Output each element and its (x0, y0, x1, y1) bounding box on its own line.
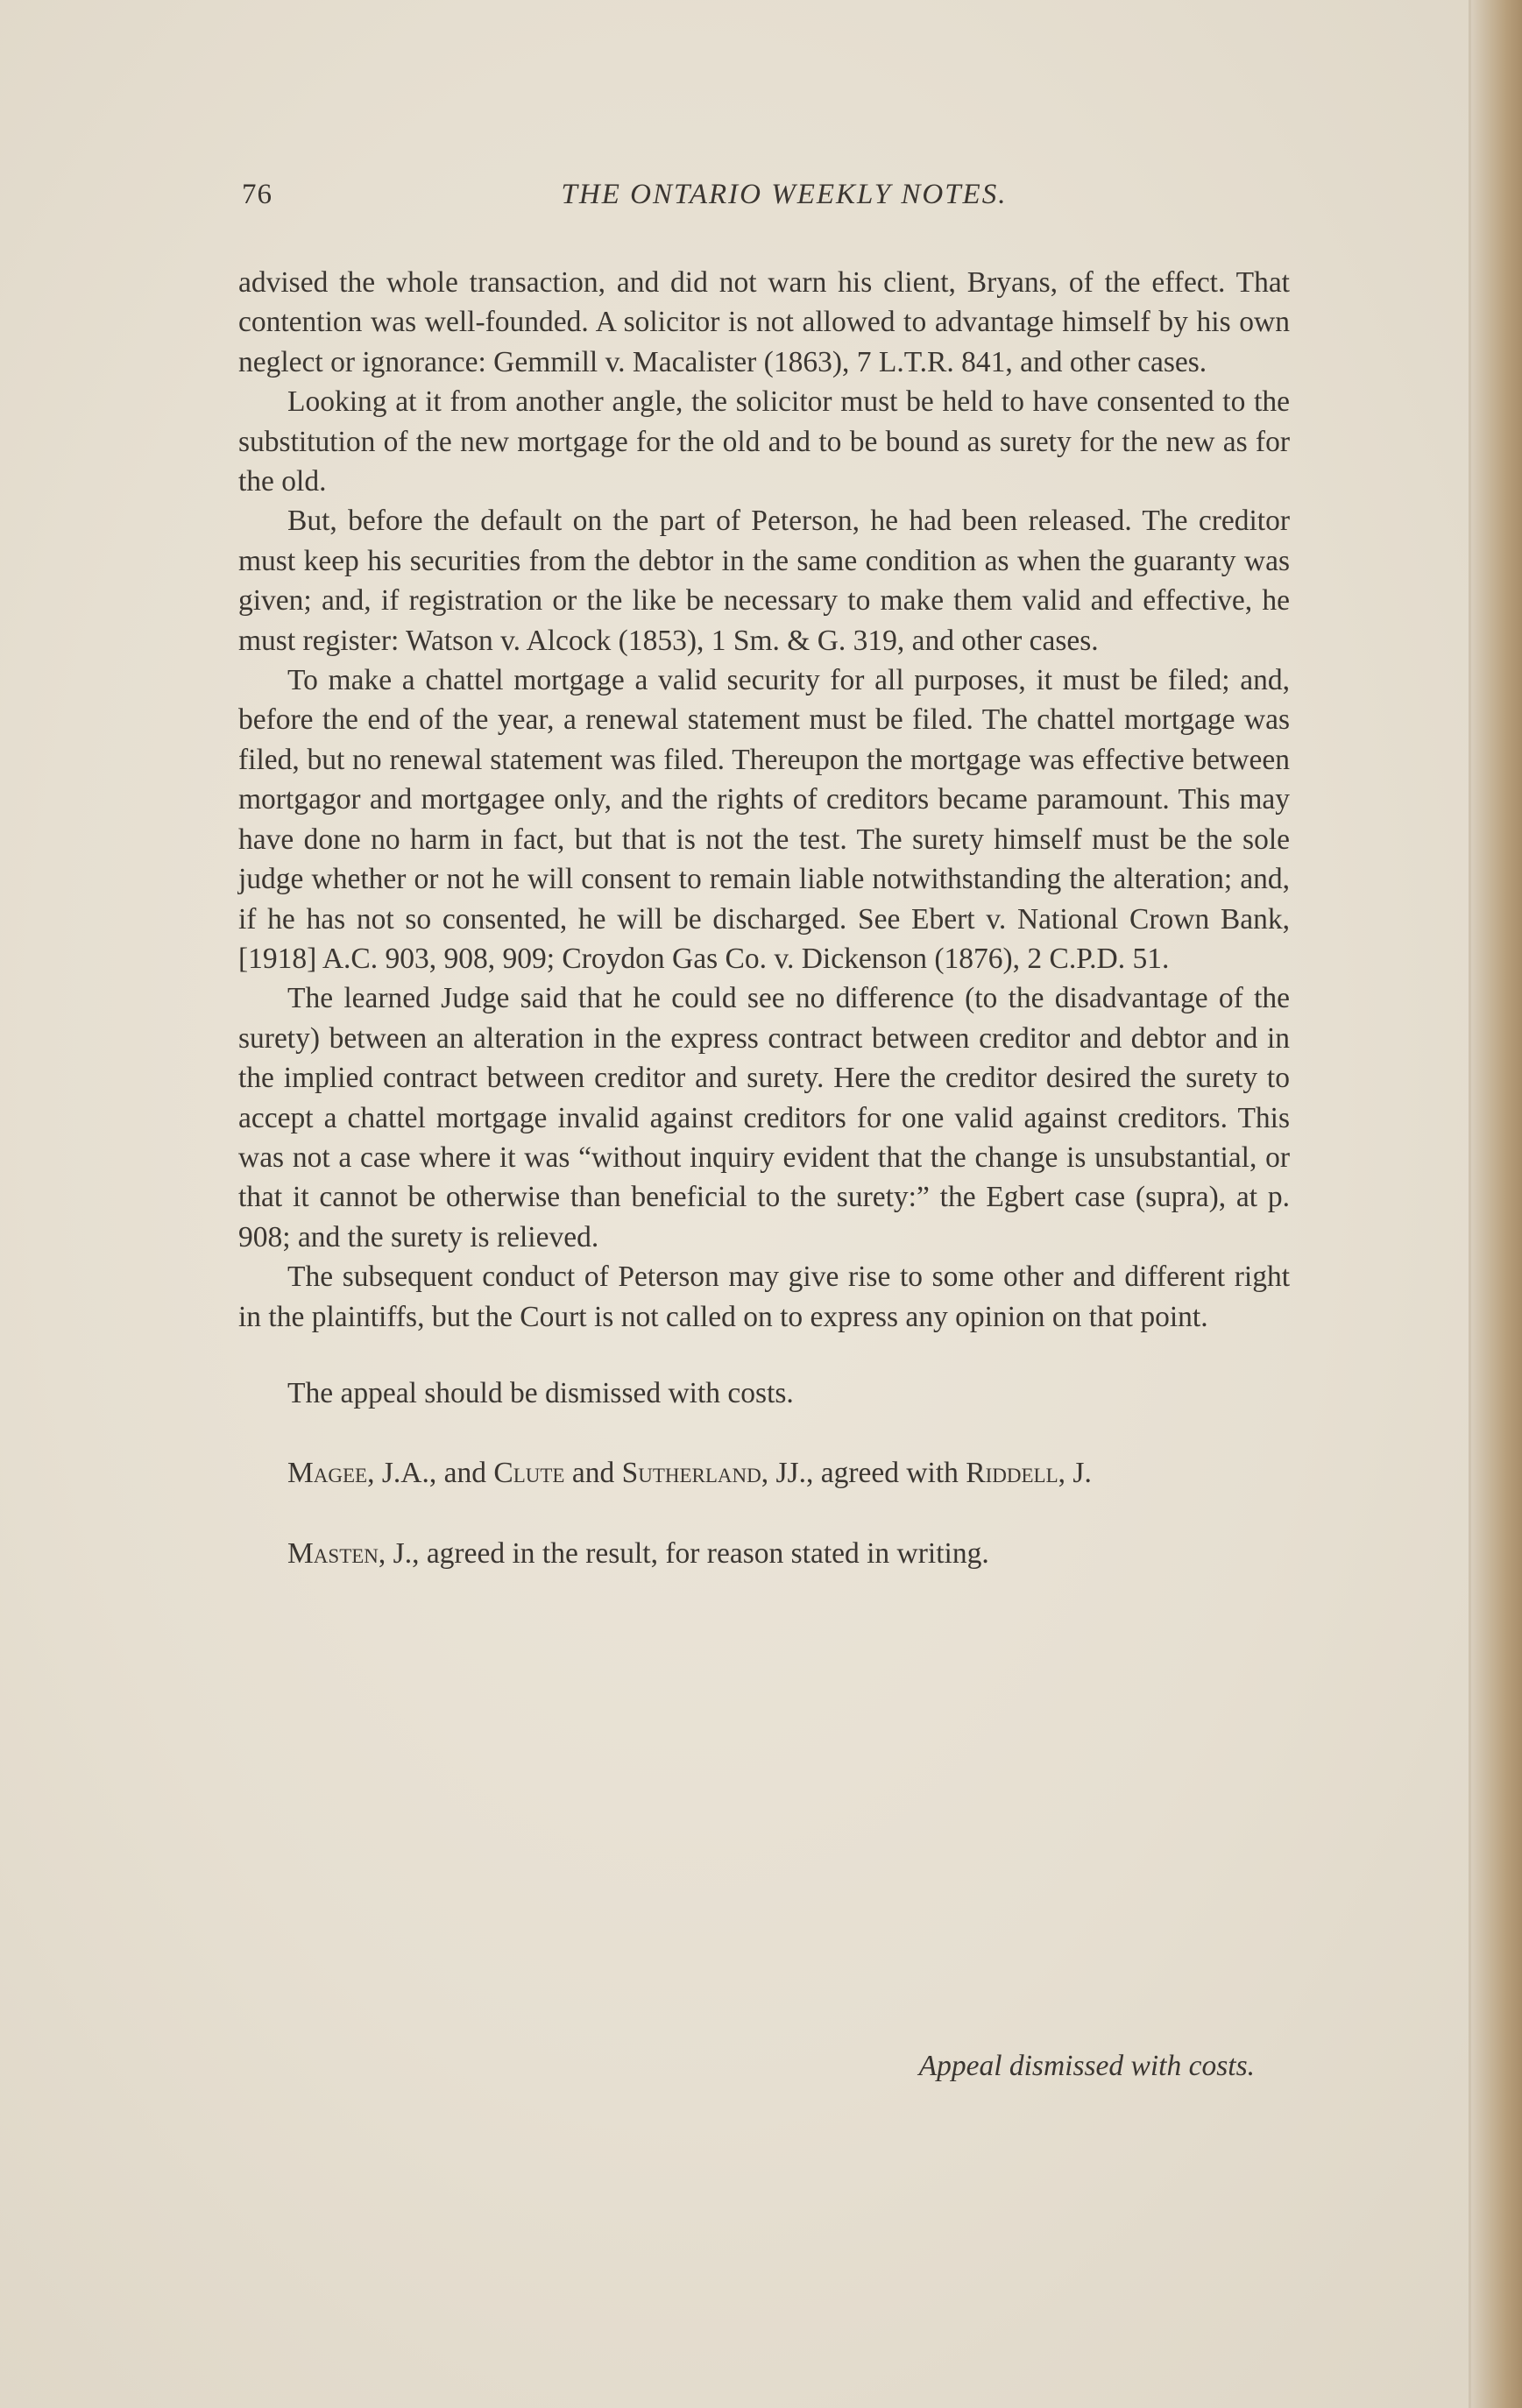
judge-name: Clute (493, 1457, 565, 1490)
paragraph: Looking at it from another angle, the solicitor must be held to have consented to the substitution of the new mortgage for the old and to be bound as surety for the new as for the old. (238, 385, 1290, 498)
concurrence-text: , J.A., and (367, 1457, 494, 1490)
judge-name: Magee (287, 1457, 368, 1490)
order-paragraph: The appeal should be dismissed with costs. (287, 1376, 794, 1409)
paragraph: The subsequent conduct of Peterson may give rise to some other and different right in the plaintiffs, but the Court is not called on to express any opinion on that point. (238, 1260, 1290, 1333)
book-page-edge (1471, 0, 1522, 2408)
disposition: Appeal dismissed with costs. (918, 2050, 1255, 2082)
paragraph: The learned Judge said that he could see no difference (to the disadvantage of the surety) between an alteration in the express contract between creditor and debtor and in the implied contract between creditor and surety. Here the creditor desired the surety to accept a chattel mortgage invalid against creditors for one valid against creditors. This was not a case where it was “without inquiry evident that the change is unsubstantial, or that it cannot be otherwise than beneficial to the surety:” the Egbert case (supra), at p. 908; and the surety is relieved. (238, 982, 1290, 1253)
page-number: 76 (242, 179, 273, 210)
judge-name: Masten (287, 1536, 379, 1570)
concurrence-text: , JJ., agreed with (761, 1457, 966, 1490)
concurrence-text: , J. (1058, 1457, 1092, 1490)
judge-name: Riddell (966, 1457, 1058, 1490)
judge-name: Sutherland (621, 1457, 761, 1490)
page-header (242, 179, 1292, 226)
concurrence-text: and (564, 1457, 622, 1490)
concurrence-text: , J., agreed in the result, for reason stated in writing. (378, 1536, 989, 1570)
paragraph-continued: advised the whole transaction, and did not warn his client, Bryans, of the effect. That contention was well-founded. A solicitor is not allowed to advantage himself by his own neglect or ignorance: Gemmill v. Macalister (1863), 7 L.T.R. 841, and other cases. (238, 266, 1290, 378)
concurrence-paragraph (238, 1453, 1290, 1493)
body-text (238, 263, 1290, 1573)
concurrence-paragraph (238, 1534, 1290, 1573)
paragraph: But, before the default on the part of Peterson, he had been released. The creditor must keep his securities from the debtor in the same condition as when the guaranty was given; and, if registration or the like be necessary to make them valid and effective, he must register: Watson v. Alcock (1853), 1 Sm. & G. 319, and other cases. (238, 505, 1290, 657)
paragraph: To make a chattel mortgage a valid security for all purposes, it must be filed; and, before the end of the year, a renewal statement must be filed. The chattel mortgage was filed, but no renewal statement was filed. Thereupon the mortgage was effective between mortgagor and mortgagee only, and the rights of creditors became paramount. This may have done no harm in fact, but that is not the test. The surety himself must be the sole judge whether or not he will consent to remain liable notwithstanding the alteration; and, if he has not so consented, he will be discharged. See Ebert v. National Crown Bank, [1918] A.C. 903, 908, 909; Croydon Gas Co. v. Dickenson (1876), 2 C.P.D. 51. (238, 664, 1290, 975)
running-title: THE ONTARIO WEEKLY NOTES. (561, 179, 1008, 210)
